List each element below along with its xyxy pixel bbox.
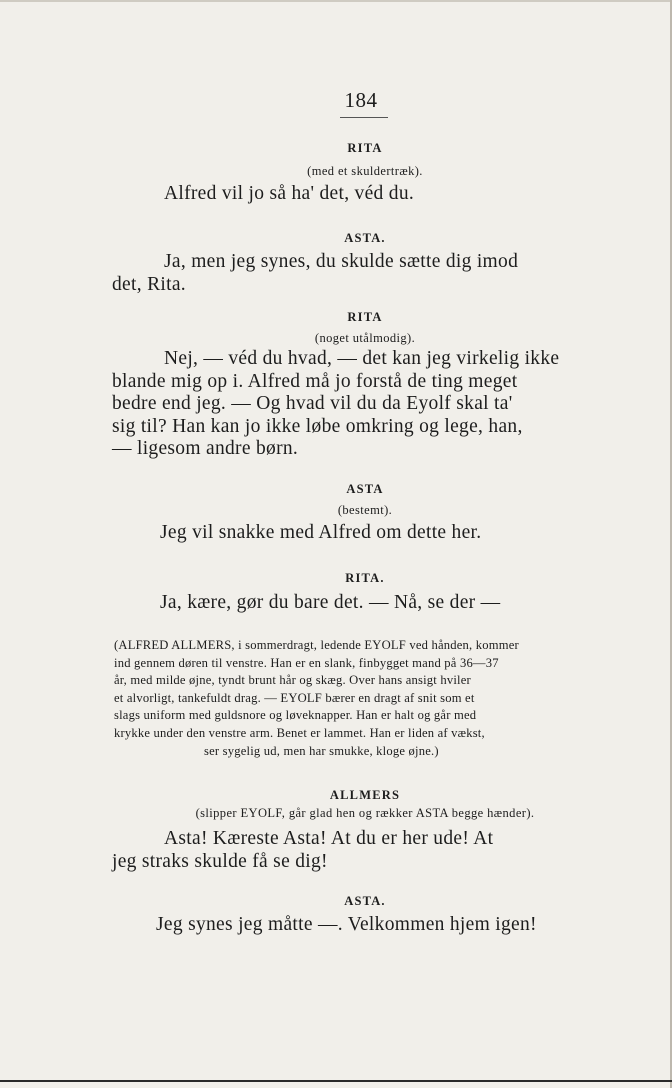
page-edge-bottom [0,1080,672,1082]
dialog-text [164,183,414,206]
dialog-text [112,828,493,873]
stage-line: ind gennem døren til venstre. Han er en slank, finbygget mand på 36—37 [114,655,499,670]
dialog-line: Asta! Kæreste Asta! At du er her ude! At [164,828,494,849]
dialog-line: Ja, kære, gør du bare det. — Nå, se der — [160,592,501,613]
stage-direction-inline: (bestemt). [337,503,393,517]
speaker-name: RITA [347,310,383,324]
dialog-line: bedre end jeg. — Og hvad vil du da Eyolf skal ta' [112,393,513,414]
dialog-line: det, Rita. [112,273,186,295]
dialog-line: Alfred vil jo så ha' det, véd du. [164,183,415,204]
dialog-text [160,522,481,545]
dialog-line: Ja, men jeg synes, du skulde sætte dig imod [164,251,519,272]
speaker-name: ASTA. [344,231,386,245]
speaker-name: RITA. [345,571,385,585]
dialog-text [112,348,559,461]
page-number-rule [340,117,388,118]
dialog-text [156,914,537,937]
page-number: 184 [344,88,378,112]
stage-direction-inline: (med et skuldertræk). [307,164,423,178]
stage-line: ser sygelig ud, men har smukke, kloge øjne.) [204,743,439,758]
dialog-text [160,592,500,615]
stage-line: krykke under den venstre arm. Benet er lammet. Han er liden af vækst, [114,725,485,740]
stage-direction-inline: (noget utålmodig). [314,331,416,345]
dialog-line: Jeg synes jeg måtte —. Velkommen hjem igen! [156,914,537,935]
dialog-line: blande mig op i. Alfred må jo forstå de ting meget [112,370,518,392]
dialog-line: — ligesom andre børn. [112,438,299,459]
dialog-line: sig til? Han kan jo ikke løbe omkring og lege, han, [112,415,523,437]
speaker-name: RITA [347,141,383,155]
stage-line: (ALFRED ALLMERS, i sommerdragt, ledende EYOLF ved hånden, kommer [114,638,519,652]
dialog-line: Jeg vil snakke med Alfred om dette her. [160,522,482,543]
dialog-line: jeg straks skulde få se dig! [112,850,328,872]
stage-direction-paragraph [114,637,600,760]
speaker-name: ALLMERS [329,788,401,802]
speaker-name: ASTA [346,482,384,496]
speaker-name: ASTA. [344,894,386,908]
dialog-text [112,251,518,296]
dialog-line: Nej, — véd du hvad, — det kan jeg virkelig ikke [164,348,560,369]
stage-line: slags uniform med guldsnore og løveknapper. Han er halt og går med [114,708,477,723]
stage-line: et alvorligt, tankefuldt drag. — EYOLF bærer en dragt af snit som et [114,690,475,705]
page-edge-top [0,0,672,2]
stage-direction-inline: (slipper EYOLF, går glad hen og rækker ASTA begge hænder). [195,806,535,820]
stage-line: år, med milde øjne, tyndt brunt hår og skæg. Over hans ansigt hviler [114,673,471,688]
